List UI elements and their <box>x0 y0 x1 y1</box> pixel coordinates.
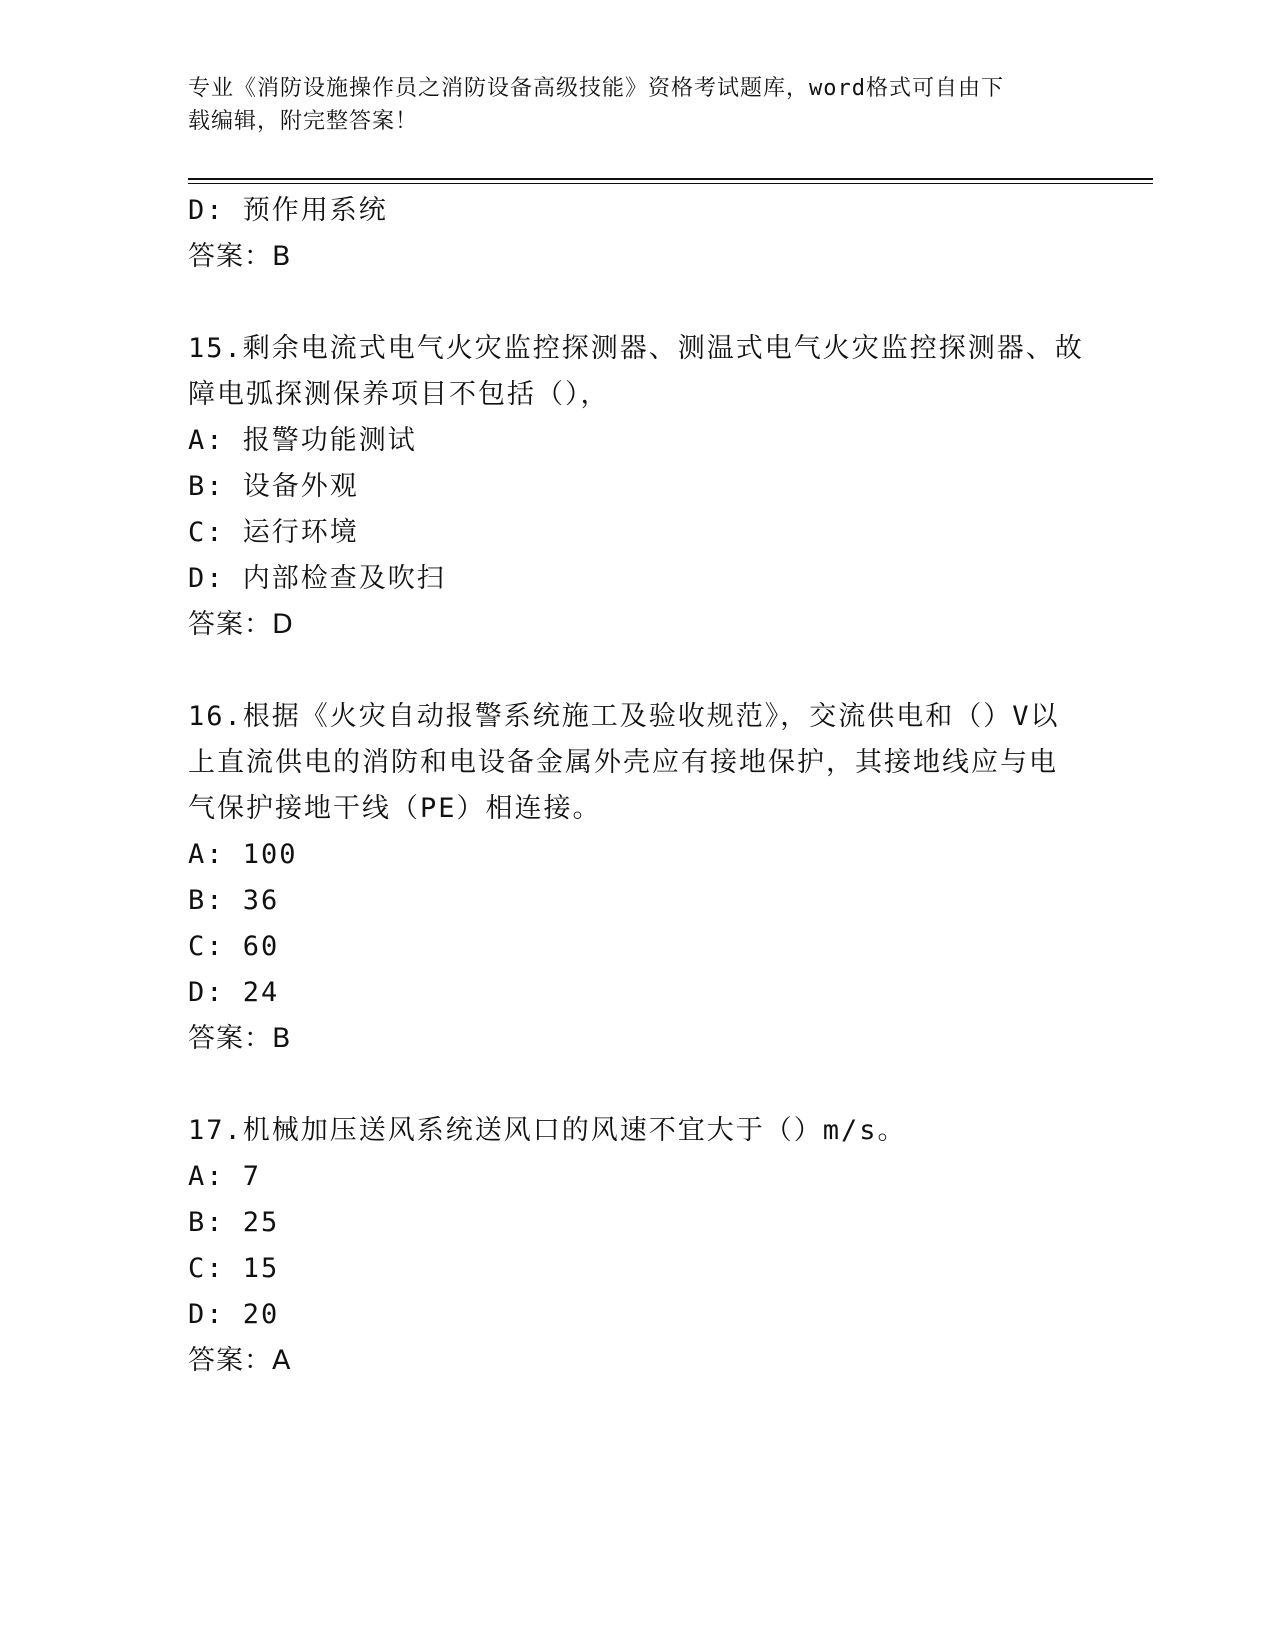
question-stem-line: 上直流供电的消防和电设备金属外壳应有接地保护，其接地线应与电 <box>188 747 1058 778</box>
option-d: D: 24 <box>188 977 280 1008</box>
option-a: A: 100 <box>188 839 298 870</box>
question-15 <box>188 326 1088 648</box>
header-divider-thick <box>188 178 1153 180</box>
option-b: B: 25 <box>188 1207 280 1238</box>
question-17 <box>188 1108 1088 1384</box>
question-list <box>188 188 1088 1384</box>
header-line-2: 载编辑，附完整答案！ <box>188 109 419 134</box>
spacer <box>188 1062 1088 1108</box>
option-c: C: 运行环境 <box>188 517 359 548</box>
option-c: C: 15 <box>188 1253 280 1284</box>
document-header <box>188 72 1088 138</box>
question-stem-line: 17.机械加压送风系统送风口的风速不宜大于（）m/s。 <box>188 1115 907 1146</box>
answer-line: 答案：A <box>188 1345 292 1376</box>
answer-line: 答案：B <box>188 1023 292 1054</box>
option-b: B: 设备外观 <box>188 471 359 502</box>
option-d: D: 20 <box>188 1299 280 1330</box>
option-a: A: 7 <box>188 1161 262 1192</box>
option-d: D: 预作用系统 <box>188 195 388 226</box>
answer-line: 答案：B <box>188 241 292 272</box>
question-stem-line: 15.剩余电流式电气火灾监控探测器、测温式电气火灾监控探测器、故 <box>188 333 1084 364</box>
header-line-1: 专业《消防设施操作员之消防设备高级技能》资格考试题库，word格式可自由下 <box>188 76 1004 101</box>
option-b: B: 36 <box>188 885 280 916</box>
question-stem-line: 16.根据《火灾自动报警系统施工及验收规范》，交流供电和（）V以 <box>188 701 1060 732</box>
question-stem-line: 气保护接地干线（PE）相连接。 <box>188 793 602 824</box>
answer-line: 答案：D <box>188 609 294 640</box>
header-divider-thin <box>188 183 1153 184</box>
question-14-tail <box>188 188 1088 280</box>
option-a: A: 报警功能测试 <box>188 425 417 456</box>
option-d: D: 内部检查及吹扫 <box>188 563 446 594</box>
spacer <box>188 280 1088 326</box>
option-c: C: 60 <box>188 931 280 962</box>
question-stem-line: 障电弧探测保养项目不包括（）， <box>188 379 610 410</box>
question-16 <box>188 694 1088 1062</box>
spacer <box>188 648 1088 694</box>
